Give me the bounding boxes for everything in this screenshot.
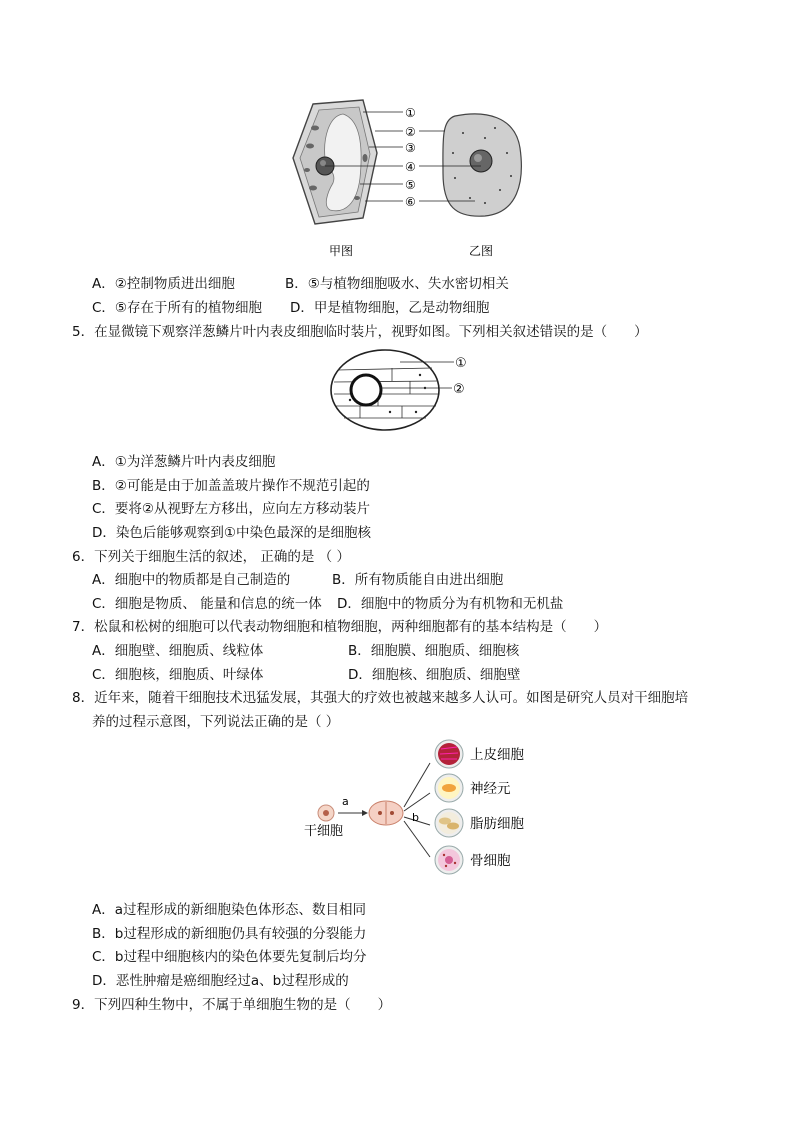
epithelial-cell-icon	[435, 740, 463, 768]
stem-cell-label: 干细胞	[304, 824, 344, 839]
arrow-b-label: b	[412, 811, 419, 824]
fig1-label-5: ⑤	[405, 178, 416, 192]
q8-option-c: C．b过程中细胞核内的染色体要先复制后均分	[92, 949, 367, 965]
fig1-caption-plant: 甲图	[329, 244, 354, 258]
stem-cell-differentiation-figure	[300, 735, 540, 883]
q5-option-a: A．①为洋葱鳞片叶内表皮细胞	[92, 454, 276, 470]
fig1-label-2: ②	[405, 125, 416, 139]
q5-option-b: B．②可能是由于加盖盖玻片操作不规范引起的	[92, 478, 370, 494]
q4-option-a: A．②控制物质进出细胞	[92, 276, 235, 292]
q6-option-b: B．所有物质能自由进出细胞	[332, 572, 504, 588]
q6-stem: 6．下列关于细胞生活的叙述， 正确的是 （ ）	[72, 549, 350, 565]
q7-option-a: A．细胞壁、细胞质、线粒体	[92, 643, 264, 659]
cell-type-neuron: 神经元	[470, 781, 511, 797]
q6-option-d: D．细胞中的物质分为有机物和无机盐	[337, 596, 564, 612]
fig1-caption-animal: 乙图	[469, 244, 494, 258]
q8-option-b: B．b过程形成的新细胞仍具有较强的分裂能力	[92, 926, 367, 942]
q4-option-b: B．⑤与植物细胞吸水、失水密切相关	[285, 276, 509, 292]
q4-option-d: D．甲是植物细胞，乙是动物细胞	[290, 300, 490, 316]
q9-stem: 9．下列四种生物中，不属于单细胞生物的是（ ）	[72, 997, 392, 1013]
q5-option-d: D．染色后能够观察到①中染色最深的是细胞核	[92, 525, 371, 541]
bone-cell-icon	[435, 846, 463, 874]
air-bubble	[351, 375, 381, 405]
q8-option-a: A．a过程形成的新细胞染色体形态、数目相同	[92, 902, 367, 918]
q7-option-c: C．细胞核，细胞质、叶绿体	[92, 667, 264, 683]
fig1-label-3: ③	[405, 141, 416, 155]
cell-type-bone: 骨细胞	[470, 853, 511, 869]
q8-stem-line1: 8．近年来，随着干细胞技术迅猛发展，其强大的疗效也被越来越多人认可。如图是研究人员对干细胞培	[72, 690, 689, 706]
fig1-label-6: ⑥	[405, 195, 416, 209]
microscope-view-figure	[330, 348, 475, 433]
q5-fig-label-2: ②	[453, 382, 465, 397]
fig1-label-4: ④	[405, 160, 416, 174]
q7-option-d: D．细胞核、细胞质、细胞壁	[348, 667, 521, 683]
neuron-icon	[435, 774, 463, 802]
q5-stem: 5．在显微镜下观察洋葱鳞片叶内表皮细胞临时装片，视野如图。下列相关叙述错误的是（ ）	[72, 324, 648, 340]
cell-structure-figure	[285, 98, 525, 263]
fat-cell-icon	[435, 809, 463, 837]
q5-fig-label-1: ①	[455, 356, 467, 371]
q8-option-d: D．恶性肿瘤是癌细胞经过a、b过程形成的	[92, 973, 349, 989]
q6-option-c: C．细胞是物质、 能量和信息的统一体	[92, 596, 322, 612]
q5-option-c: C．要将②从视野左方移出，应向左方移动装片	[92, 501, 371, 517]
q8-stem-line2: 养的过程示意图，下列说法正确的是（ ）	[92, 714, 340, 730]
dividing-cells-icon	[369, 801, 403, 825]
cell-type-epithelial: 上皮细胞	[470, 747, 524, 763]
fig1-label-1: ①	[405, 106, 416, 120]
animal-nucleus	[470, 150, 492, 172]
q4-option-c: C．⑤存在于所有的植物细胞	[92, 300, 263, 316]
arrow-a-label: a	[342, 795, 349, 808]
q7-stem: 7．松鼠和松树的细胞可以代表动物细胞和植物细胞，两种细胞都有的基本结构是（ ）	[72, 619, 608, 635]
q6-option-a: A．细胞中的物质都是自己制造的	[92, 572, 291, 588]
q7-option-b: B．细胞膜、细胞质、细胞核	[348, 643, 520, 659]
cell-type-fat: 脂肪细胞	[470, 816, 524, 832]
